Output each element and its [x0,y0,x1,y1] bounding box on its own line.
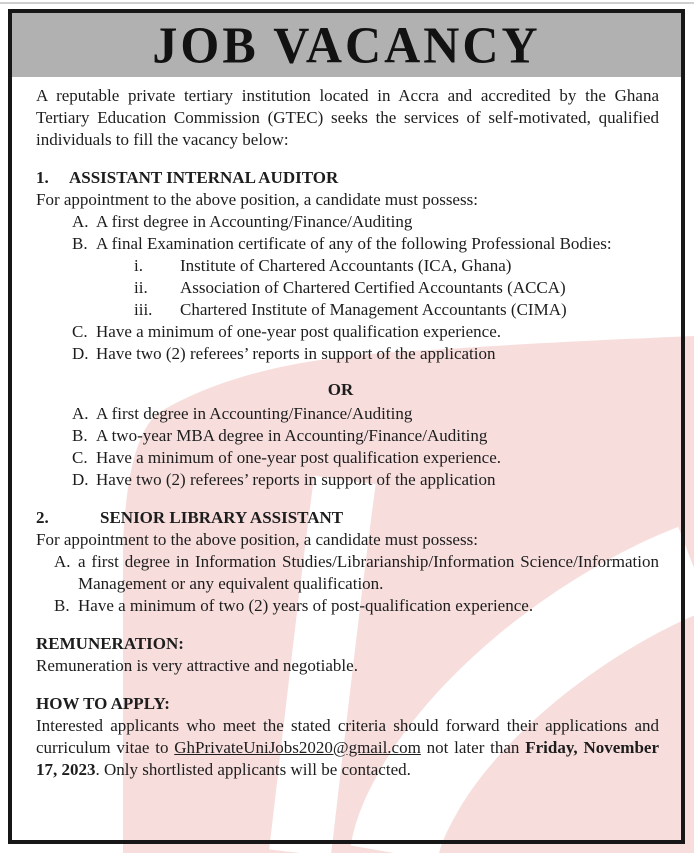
item-text-span: A final Examination certificate of any of the following Professional Bodies: [96,234,612,253]
how-to-apply-heading: HOW TO APPLY: [36,694,170,713]
document-body [12,77,681,781]
list-item [36,551,659,595]
list-item [36,447,659,469]
remuneration-heading: REMUNERATION: [36,634,184,653]
remuneration-body: Remuneration is very attractive and negotiable. [36,656,358,675]
item-text [96,233,659,321]
item-letter: A. [72,404,89,423]
item-letter: D. [72,470,89,489]
item-text: A first degree in Accounting/Finance/Auditing [96,212,413,231]
item-text: a first degree in Information Studies/Librarianship/Information Science/Information Management or any equivalent qualification. [78,552,659,593]
roman-text: Institute of Chartered Accountants (ICA, Ghana) [180,256,512,275]
list-item [36,403,659,425]
job2-section [36,507,659,617]
item-letter: C. [72,448,88,467]
list-item [36,321,659,343]
job2-heading [36,507,659,529]
roman-numeral: i. [134,256,143,275]
item-text: Have a minimum of one-year post qualification experience. [96,322,502,341]
list-item [36,425,659,447]
item-text: Have a minimum of two (2) years of post-qualification experience. [78,596,534,615]
list-item [36,343,659,365]
list-item [36,233,659,321]
deadline-date: Friday, November 17, 2023 [36,738,660,779]
job1-lead: For appointment to the above position, a candidate must possess: [36,190,478,209]
item-letter: B. [72,426,88,445]
job2-number: 2. [36,508,49,527]
scan-edge-divider [0,2,694,4]
title-band [12,13,681,77]
roman-numeral: iii. [134,300,153,319]
or-divider: OR [327,380,354,399]
job1-number: 1. [36,168,49,187]
roman-text: Chartered Institute of Management Accountants (CIMA) [180,300,567,319]
item-text: A two-year MBA degree in Accounting/Finance/Auditing [96,426,488,445]
list-item [36,595,659,617]
apply-text-after: . Only shortlisted applicants will be contacted. [95,760,411,779]
item-letter: A. [72,212,89,231]
roman-item [96,277,659,299]
email-link[interactable]: GhPrivateUniJobs2020@gmail.com [174,738,421,757]
item-text: Have a minimum of one-year post qualification experience. [96,448,502,467]
item-letter: A. [54,552,71,571]
job1-heading [36,167,659,189]
item-text: Have two (2) referees’ reports in support of the application [96,470,496,489]
job2-title: SENIOR LIBRARY ASSISTANT [100,508,344,527]
application-paragraph [36,715,659,781]
job1-title: ASSISTANT INTERNAL AUDITOR [69,168,339,187]
professional-bodies-list [96,255,659,321]
list-item [36,211,659,233]
intro-paragraph: A reputable private tertiary institution located in Accra and accredited by the Ghana Tertiary Education Commission (GTEC) seeks the services of self-motivated, qualified individuals to fill the vacancy below: [36,86,659,149]
page-frame [8,9,685,844]
item-text: A first degree in Accounting/Finance/Auditing [96,404,413,423]
roman-item [96,255,659,277]
roman-numeral: ii. [134,278,148,297]
roman-item [96,299,659,321]
item-letter: B. [72,234,88,253]
item-letter: B. [54,596,70,615]
item-text: Have two (2) referees’ reports in support of the application [96,344,496,363]
apply-text-before: Interested applicants who meet the stated criteria should forward their applications and curriculum vitae to [36,716,659,757]
item-letter: C. [72,322,88,341]
job2-lead: For appointment to the above position, a candidate must possess: [36,530,478,549]
job1-section [36,167,659,491]
list-item [36,469,659,491]
item-letter: D. [72,344,89,363]
apply-text-between: not later than [420,738,526,757]
page-title: JOB VACANCY [152,15,541,75]
roman-text: Association of Chartered Certified Accountants (ACCA) [180,278,566,297]
